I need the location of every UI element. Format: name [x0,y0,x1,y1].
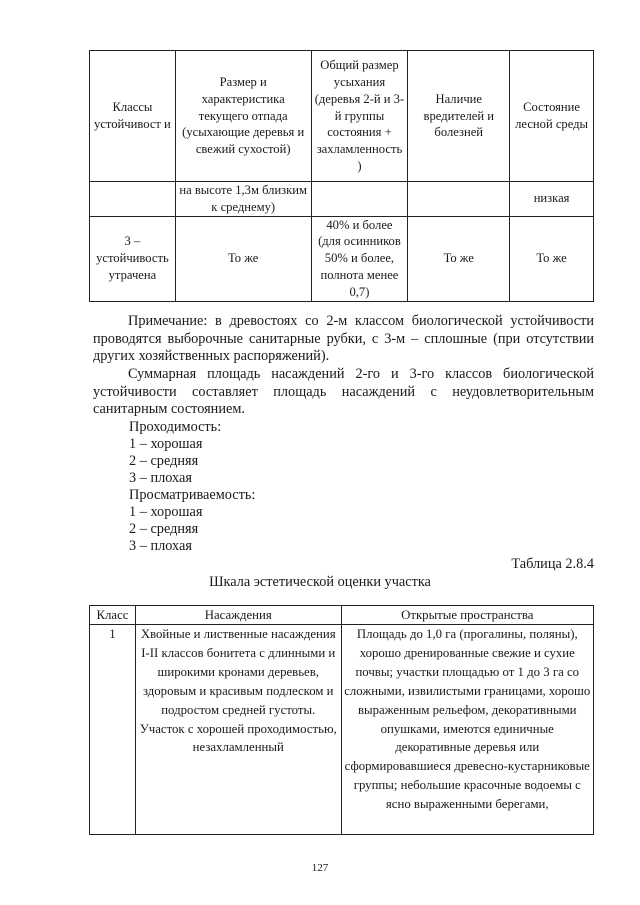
table-cell: 40% и более (для осинников 50% и более, полнота менее 0,7) [311,216,408,301]
summary-paragraph: Суммарная площадь насаждений 2-го и 3-го классов биологической устойчивости составляет площадь насаждений с неудовлетворительным санитарным состоянием. [93,366,594,418]
table-cell [311,182,408,217]
header-cell-class: Класс [90,606,136,625]
table-cell: То же [408,216,510,301]
table-cell: То же [175,216,311,301]
table-number: Таблица 2.8.4 [511,556,594,572]
table-row [90,625,594,835]
table-cell: 3 – устойчивость утрачена [90,216,176,301]
stability-classes-table [89,50,594,302]
header-cell-open-spaces: Открытые пространства [341,606,593,625]
header-cell-plantings: Насаждения [135,606,341,625]
table-cell: на высоте 1,3м близким к среднему) [175,182,311,217]
table-cell [408,182,510,217]
note-paragraph: Примечание: в древостоях со 2-м классом биологической устойчивости проводятся выборочные санитарные рубки, с 3-м – сплошные (при отсутствии других хозяйственных распоряжений). [93,313,594,365]
list-item: 3 – плохая [129,538,192,554]
visibility-title: Просматриваемость: [129,487,256,503]
table-cell: Площадь до 1,0 га (прогалины, поляны), хорошо дренированные свежие и сухие почвы; участки площадью от 1 до 3 га со сложными, извилистыми границами, хорошо выраженным рельефом, декоративными опушками, имеются единичные декоративные деревья или сформировавшиеся древесно-кустарниковые группы; небольшие красочные водоемы с ясно выраженными берегами, [341,625,593,835]
list-item: 1 – хорошая [129,504,203,520]
header-cell-forest-state: Состояние лесной среды [510,51,594,182]
passability-title: Проходимость: [129,419,222,435]
list-item: 2 – средняя [129,453,199,469]
header-cell-current-loss: Размер и характеристика текущего отпада (усыхающие деревья и свежий сухостой) [175,51,311,182]
header-cell-stability-class: Классы устойчивост и [90,51,176,182]
table-cell: низкая [510,182,594,217]
table-header-row [90,51,594,182]
header-cell-total-drying: Общий размер усыхания (деревья 2-й и 3-й группы состояния + захламленность ) [311,51,408,182]
list-item: 2 – средняя [129,521,199,537]
page-number: 127 [311,862,329,874]
table-row [90,182,594,217]
table-header-row [90,606,594,625]
table-title: Шкала эстетической оценки участка [209,574,431,590]
aesthetic-scale-table [89,605,594,835]
table-cell: 1 [90,625,136,835]
table-row [90,216,594,301]
table-cell: Хвойные и лиственные насаждения I-II классов бонитета с длинными и широкими кронами деревьев, здоровым и красивым подлеском и подростом средней густоты. Участок с хорошей проходимостью, незахламленный [135,625,341,835]
table-cell: То же [510,216,594,301]
list-item: 1 – хорошая [129,436,203,452]
list-item: 3 – плохая [129,470,192,486]
table-cell [90,182,176,217]
header-cell-pests: Наличие вредителей и болезней [408,51,510,182]
